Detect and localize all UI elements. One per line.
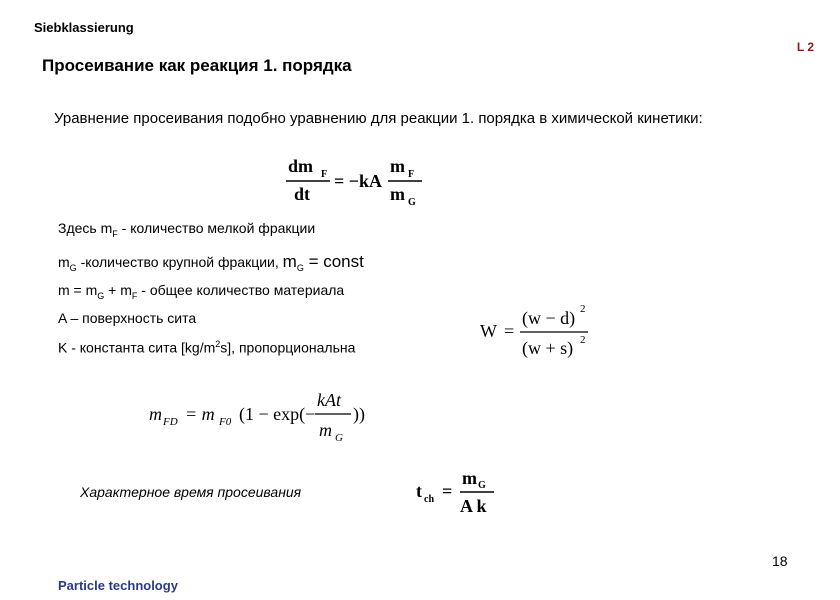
tch-eq: = [442,481,453,501]
eq1-ka: = −kA [334,171,383,191]
w-equation [478,300,598,362]
def-m-total: $m = m_G + m_F$ - общее количество материала [58,282,345,301]
tch-equation [414,466,504,520]
eq1-m-den: m [390,184,405,204]
tch-num-sub: G [478,480,486,491]
page-number: 18 [772,553,788,569]
mfd-num: kAt [317,390,341,410]
def-k: K - константа сита $[kg/m^2s]$, пропорциональна [58,339,356,356]
eq1-sub-f2: F [408,169,415,180]
eq1-m-num: m [390,156,405,176]
mfd-mid: (1 − exp(− [239,404,316,424]
eq1-sub-g: G [408,197,416,208]
tch-num: m [462,468,477,488]
eq1-sub-f: F [321,169,328,180]
def-mg: $m_G$ -количество крупной фракции, $m_G$ = const [58,252,364,273]
tch-t: t [416,481,422,501]
page-title: Просеивание как реакция 1. порядка [42,56,352,75]
intro-text: Уравнение просеивания подобно уравнению для реакции 1. порядка в химической кинетики: [54,110,703,127]
mfd-den: m [319,420,332,440]
mfd-lhs: m [149,404,162,424]
course-title: Siebklassierung [34,20,134,35]
char-time-label: Характерное время просеивания [80,484,302,500]
def-mf: Здесь $m_F$ - количество мелкой фракции [58,220,316,239]
tch-sub: ch [424,494,434,505]
tch-den: A k [460,496,487,516]
slide-code: L 2 [796,40,814,54]
mfd-lhs-sub: FD [163,416,178,428]
eq1-dt: dt [294,184,311,204]
footer-label: Particle technology [58,578,178,593]
sieving-equation [280,150,430,208]
mfd-close: )) [353,404,365,424]
w-eq: = [504,321,515,341]
w-den: (w + s) [522,338,574,358]
mfd-sub0: F0 [219,416,232,428]
mfd-den-sub: G [335,432,343,444]
w-num: (w − d) [522,308,576,328]
mfd-equation [145,388,375,446]
w-exp-num: 2 [580,303,586,315]
mfd-eq: = m [185,404,215,424]
w-exp-den: 2 [580,334,586,346]
eq1-dm: dm [288,156,314,176]
def-a: A – поверхность сита [58,310,197,326]
w-symbol: W [480,321,497,341]
